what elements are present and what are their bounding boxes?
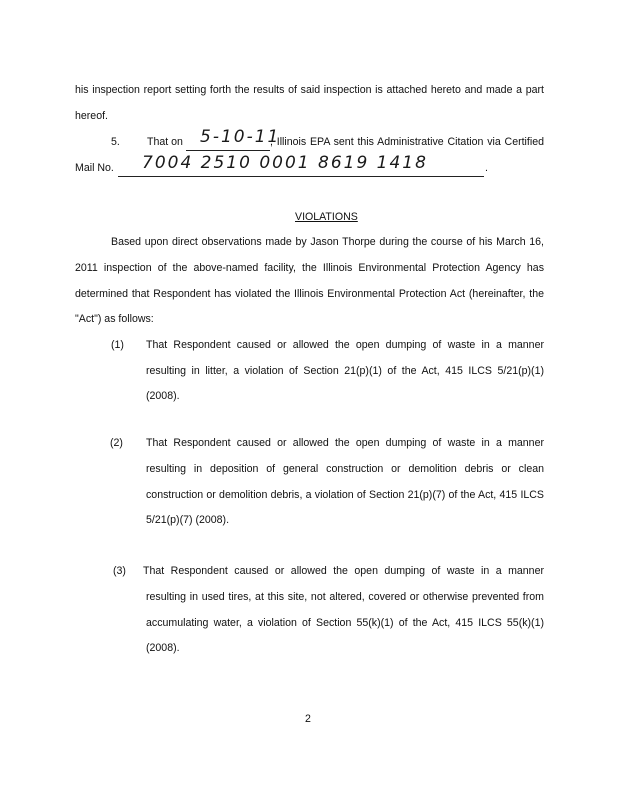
violations-heading: VIOLATIONS (295, 211, 358, 223)
intro-line: determined that Respondent has violated the Illinois Environmental Protection Act (hereinafter, the (75, 288, 544, 300)
mail-no-underline (118, 176, 484, 177)
intro-line: "Act") as follows: (75, 313, 154, 325)
violation-2-line: 5/21(p)(7) (2008). (146, 514, 230, 526)
violation-1-line: (2008). (146, 390, 180, 402)
mail-no-label: Mail No. (75, 162, 114, 174)
handwritten-mail-number: 7004 2510 0001 8619 1418 (142, 153, 428, 173)
violation-2-line: resulting in deposition of general construction or demolition debris or clean (146, 463, 544, 475)
mail-no-period: . (485, 162, 488, 174)
violation-2-number: (2) (110, 437, 123, 449)
violation-2-line: That Respondent caused or allowed the open dumping of waste in a manner (146, 437, 544, 449)
handwritten-date: 5-10-11 (200, 127, 281, 147)
violation-3-line: resulting in used tires, at this site, not altered, covered or otherwise prevented from (146, 591, 544, 603)
intro-line: 2011 inspection of the above-named facility, the Illinois Environmental Protection Agency has (75, 262, 544, 274)
violation-1-line: That Respondent caused or allowed the open dumping of waste in a manner (146, 339, 544, 351)
violation-3-line: That Respondent caused or allowed the open dumping of waste in a manner (143, 565, 544, 577)
item-5-text: , Illinois EPA sent this Administrative Citation via Certified (270, 136, 544, 148)
violation-2-line: construction or demolition debris, a violation of Section 21(p)(7) of the Act, 415 ILCS (146, 489, 544, 501)
violation-3-line: (2008). (146, 642, 180, 654)
intro-line: Based upon direct observations made by Jason Thorpe during the course of his March 16, (111, 236, 544, 248)
item-5-number: 5. (111, 136, 120, 148)
violation-1-number: (1) (111, 339, 124, 351)
violation-1-line: resulting in litter, a violation of Section 21(p)(1) of the Act, 415 ILCS 5/21(p)(1) (146, 365, 544, 377)
violation-3-number: (3) (113, 565, 126, 577)
page-number: 2 (305, 713, 311, 725)
date-underline (186, 150, 270, 151)
item-5-that-on: That on (147, 136, 183, 148)
violation-3-line: accumulating water, a violation of Section 55(k)(1) of the Act, 415 ILCS 55(k)(1) (146, 617, 544, 629)
body-text-line: hereof. (75, 110, 108, 122)
body-text-line: his inspection report setting forth the results of said inspection is attached hereto and made a part (75, 84, 544, 96)
